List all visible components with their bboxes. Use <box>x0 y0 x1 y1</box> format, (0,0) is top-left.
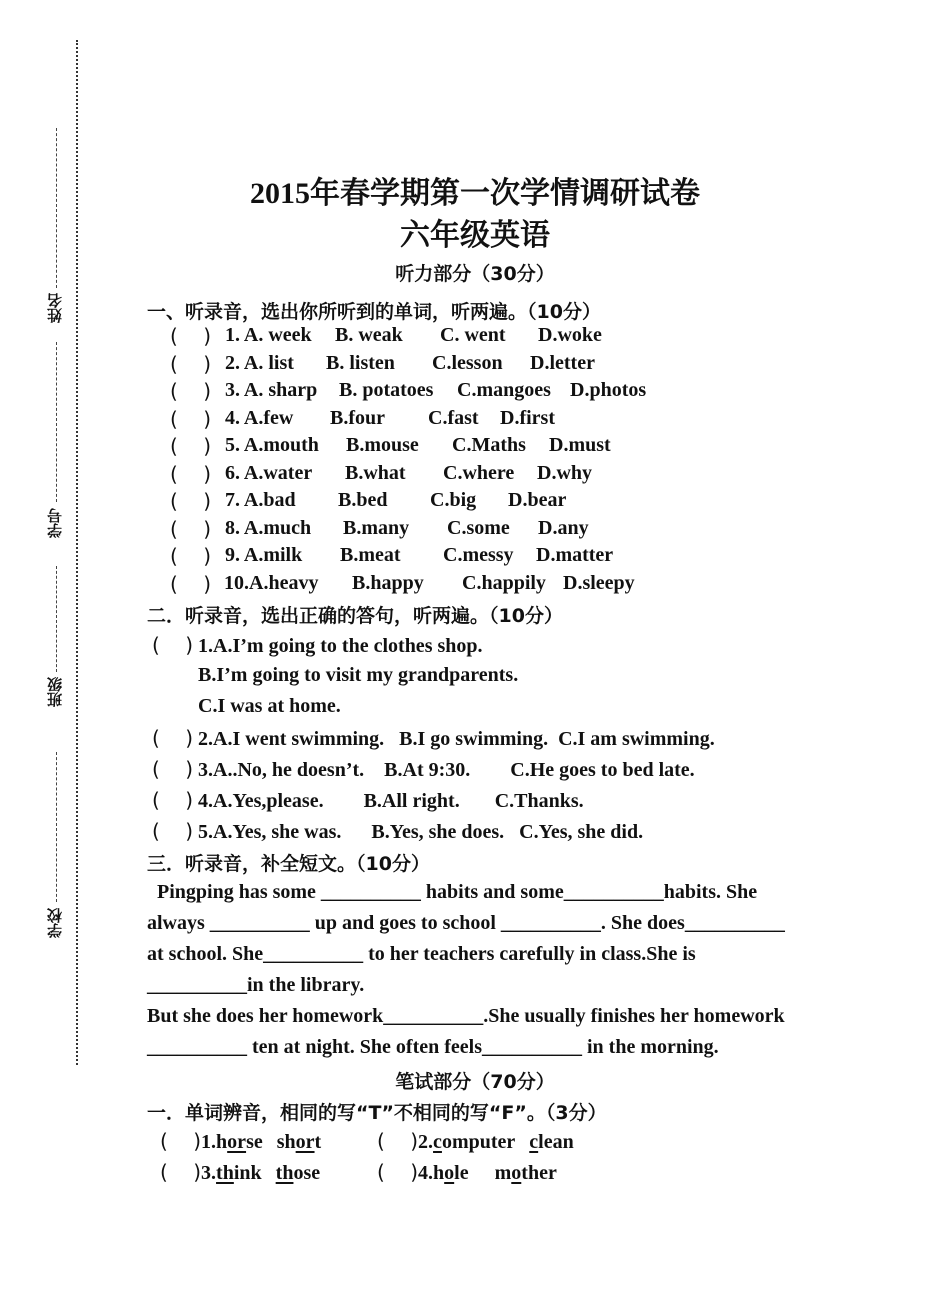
word <box>216 1162 262 1185</box>
option-d: D.photos <box>570 379 647 401</box>
option-b: B. listen <box>326 351 395 374</box>
item-number: 2. <box>418 1131 434 1153</box>
item-number: 4. <box>418 1162 434 1184</box>
class-label: 班级 <box>46 677 64 707</box>
s2-question-1-option-c: C.I was at home. <box>198 695 341 717</box>
word <box>495 1162 557 1185</box>
option-n: 7. A.bad <box>225 489 296 511</box>
option-n: 2. A. list <box>225 351 294 374</box>
name-label: 姓名 <box>46 293 64 323</box>
listening-section-2-heading: 二．听录音，选出正确的答句，听两遍。（10分） <box>147 605 563 627</box>
option-n: 6. A.water <box>225 461 313 484</box>
option-d: D.matter <box>536 544 614 566</box>
option-b: B.many <box>343 516 410 539</box>
word-part: ose <box>293 1162 321 1184</box>
option-d: D.woke <box>538 324 602 346</box>
word <box>277 1131 321 1154</box>
option-b: B. potatoes <box>339 379 434 401</box>
option-n: 5. A.mouth <box>225 434 319 456</box>
option-b: B.what <box>345 461 406 484</box>
option-c: C.big <box>430 489 477 511</box>
answer-bracket[interactable]: ( ) <box>170 489 212 513</box>
option-d: D.any <box>538 516 589 539</box>
answer-bracket[interactable]: ( ) <box>170 379 212 403</box>
option-c: C.Maths <box>452 434 526 456</box>
word-part: h <box>216 1131 228 1153</box>
id-dash-line <box>56 342 57 502</box>
word-part: t <box>314 1131 322 1153</box>
option-b: B.mouse <box>346 434 419 456</box>
answer-bracket[interactable]: ( ) <box>170 406 212 431</box>
answer-bracket[interactable]: ( ) <box>170 324 212 348</box>
passage-line-5: But she does her homework__________.She usually finishes her homework <box>147 1005 785 1027</box>
option-c: C.fast <box>428 406 479 429</box>
word <box>433 1131 515 1154</box>
option-b: B.bed <box>338 489 388 511</box>
class-dash-line <box>56 566 57 672</box>
passage-line-3: at school. She__________ to her teachers carefully in class.She is <box>147 943 696 965</box>
option-n: 8. A.much <box>225 516 312 539</box>
written-section-1-heading: 一．单词辨音，相同的写“T”不相同的写“F”。（3分） <box>147 1102 607 1124</box>
answer-bracket[interactable]: ( ) <box>170 351 212 376</box>
answer-bracket[interactable]: ( ) <box>170 516 212 541</box>
option-b: B.happy <box>352 571 424 594</box>
passage-line-2: always __________ up and goes to school __________. She does__________ <box>147 912 785 934</box>
exam-subtitle: 六年级英语 <box>400 219 550 252</box>
option-c: C.where <box>443 461 515 484</box>
written-heading: 笔试部分（70分） <box>395 1071 555 1093</box>
option-d: D.why <box>537 461 593 484</box>
word-part: h <box>433 1162 445 1184</box>
exam-title: 2015年春学期第一次学情调研试卷 <box>250 177 700 210</box>
s2-question-3: ( ) 3.A..No, he doesn’t. B.At 9:30. C.He goes to bed late. <box>152 757 695 781</box>
word-part: ink <box>233 1162 262 1184</box>
word-part: se <box>246 1131 263 1153</box>
option-n: 10.A.heavy <box>224 571 319 594</box>
answer-bracket[interactable]: ( ) <box>377 1160 419 1184</box>
phonics-item <box>377 1160 557 1185</box>
answer-bracket[interactable]: ( ) <box>170 434 212 458</box>
option-d: D.must <box>549 434 611 456</box>
s2-question-5: ( ) 5.A.Yes, she was. B.Yes, she does. C.Yes, she did. <box>152 819 644 843</box>
word-part: omputer <box>441 1131 516 1153</box>
passage-line-1: Pingping has some __________ habits and some__________habits. She <box>147 881 758 903</box>
phonics-item <box>377 1129 574 1154</box>
option-n: 3. A. sharp <box>225 379 318 401</box>
option-c: C. went <box>440 324 506 346</box>
s2-question-1-option-b: B.I’m going to visit my grandparents. <box>198 664 519 686</box>
word <box>216 1131 263 1154</box>
underlined-letters: th <box>275 1162 294 1184</box>
word-part: le <box>454 1162 469 1184</box>
option-b: B.four <box>330 406 385 429</box>
underlined-letters: o <box>511 1162 522 1184</box>
option-c: C.happily <box>462 571 546 594</box>
option-n: 9. A.milk <box>225 544 303 566</box>
answer-bracket[interactable]: ( ) <box>170 461 212 486</box>
underlined-letters: c <box>529 1131 539 1153</box>
option-d: D.letter <box>530 351 595 374</box>
word <box>529 1131 573 1154</box>
underlined-letters: th <box>216 1162 234 1184</box>
word-part: lean <box>538 1131 574 1153</box>
underlined-letters: or <box>227 1131 247 1153</box>
word-part: ther <box>521 1162 557 1184</box>
listening-heading: 听力部分（30分） <box>395 263 555 285</box>
underlined-letters: or <box>295 1131 315 1153</box>
answer-bracket[interactable]: ( ) <box>170 571 212 596</box>
option-n: 1. A. week <box>225 324 312 346</box>
option-c: C.messy <box>443 544 514 566</box>
school-label: 学校 <box>46 908 64 938</box>
option-n: 4. A.few <box>225 406 294 429</box>
option-d: D.first <box>500 406 555 429</box>
s2-question-4: ( ) 4.A.Yes,please. B.All right. C.Thanks. <box>152 788 584 812</box>
phonics-item <box>160 1160 320 1185</box>
answer-bracket[interactable]: ( ) <box>377 1129 419 1153</box>
item-number: 3. <box>201 1162 217 1184</box>
s2-question-1: ( ) 1.A.I’m going to the clothes shop. <box>152 633 483 657</box>
school-dash-line <box>56 752 57 902</box>
underlined-letters: o <box>444 1162 455 1184</box>
option-c: C.mangoes <box>457 379 551 401</box>
answer-bracket[interactable]: ( ) <box>160 1129 202 1153</box>
option-c: C.some <box>447 516 510 539</box>
student-id-label: 学号 <box>46 508 64 538</box>
passage-line-4: __________in the library. <box>147 974 365 996</box>
listening-section-1-heading: 一、听录音，选出你所听到的单词，听两遍。（10分） <box>147 301 601 323</box>
word-part: sh <box>276 1131 296 1153</box>
phonics-item <box>160 1129 321 1154</box>
option-d: D.bear <box>508 489 567 511</box>
item-number: 1. <box>201 1131 217 1153</box>
passage-line-6: __________ ten at night. She often feels__________ in the morning. <box>147 1036 719 1058</box>
option-d: D.sleepy <box>563 571 635 594</box>
s2-question-2: ( ) 2.A.I went swimming. B.I go swimming. C.I am swimming. <box>152 726 715 750</box>
answer-bracket[interactable]: ( ) <box>170 544 212 568</box>
option-b: B. weak <box>335 324 403 346</box>
listening-section-3-heading: 三．听录音，补全短文。（10分） <box>147 853 430 875</box>
word-part: m <box>494 1162 512 1184</box>
word <box>276 1162 320 1185</box>
underlined-letters: c <box>433 1131 442 1153</box>
option-c: C.lesson <box>432 351 503 374</box>
word <box>433 1162 469 1185</box>
answer-bracket[interactable]: ( ) <box>160 1160 202 1184</box>
option-b: B.meat <box>340 544 401 566</box>
